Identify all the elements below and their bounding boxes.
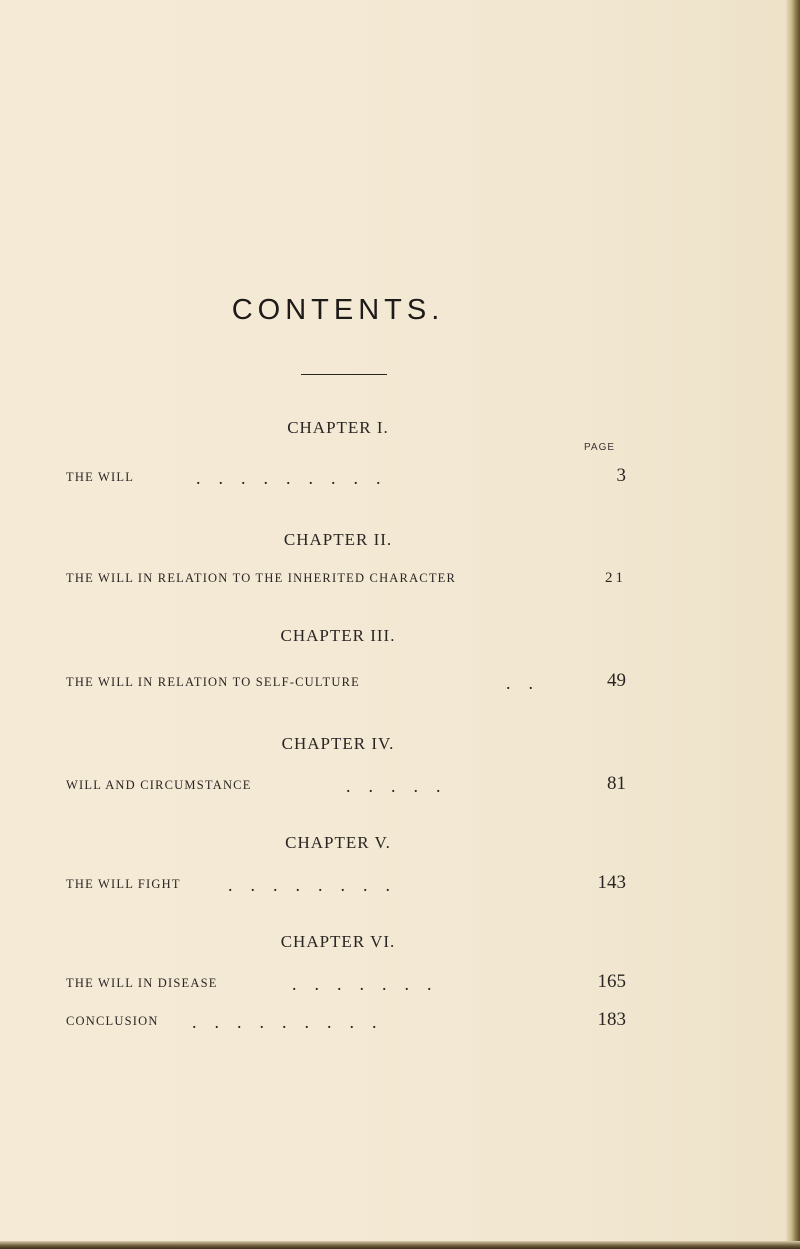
chapter-heading-1: CHAPTER I.: [287, 418, 389, 437]
page-edge-right: [786, 0, 800, 1249]
chapter-heading-5: CHAPTER V.: [285, 833, 391, 852]
title-rule: [301, 374, 387, 375]
toc-entry-page: 165: [597, 971, 626, 992]
toc-entry-page: 49: [607, 670, 626, 691]
page-column-label: PAGE: [584, 442, 616, 453]
page-edge-bottom: [0, 1241, 800, 1249]
toc-entry-page: 81: [607, 773, 626, 794]
toc-entry-page: 3: [616, 465, 626, 486]
toc-entry-title: CONCLUSION: [66, 1014, 159, 1028]
toc-entry-title: WILL AND CIRCUMSTANCE: [66, 778, 252, 792]
toc-entry-inherited-character[interactable]: [66, 571, 626, 595]
toc-entry-page: 183: [597, 1009, 626, 1030]
toc-entry-circumstance[interactable]: [66, 773, 626, 802]
contents-title: CONTENTS.: [231, 294, 445, 326]
leader-dots: . . . . . . .: [292, 974, 432, 994]
toc-entry-self-culture[interactable]: [66, 670, 626, 699]
toc-entry-disease[interactable]: [66, 971, 626, 1000]
toc-entry-the-will[interactable]: [66, 465, 626, 494]
chapter-heading-6: CHAPTER VI.: [280, 932, 396, 951]
toc-entry-title: THE WILL IN RELATION TO THE INHERITED CHARACTER: [66, 571, 457, 585]
chapter-heading-2: CHAPTER II.: [283, 530, 393, 549]
leader-dots: . . . . .: [346, 776, 441, 796]
leader-dots: . .: [506, 673, 533, 693]
leader-dots: . . . . . . . . .: [192, 1012, 377, 1032]
toc-entry-conclusion[interactable]: [66, 1009, 626, 1038]
toc-entry-title: THE WILL IN RELATION TO SELF-CULTURE: [66, 675, 360, 689]
toc-entry-title: THE WILL: [66, 470, 135, 484]
toc-entry-page: 21: [605, 570, 626, 586]
leader-dots: . . . . . . . . .: [196, 468, 381, 488]
toc-entry-page: 143: [597, 872, 626, 893]
chapter-heading-3: CHAPTER III.: [280, 626, 396, 645]
toc-entry-will-fight[interactable]: [66, 872, 626, 901]
chapter-heading-4: CHAPTER IV.: [281, 734, 395, 753]
toc-entry-title: THE WILL IN DISEASE: [66, 976, 218, 990]
leader-dots: . . . . . . . .: [228, 875, 390, 895]
toc-entry-title: THE WILL FIGHT: [66, 877, 181, 891]
